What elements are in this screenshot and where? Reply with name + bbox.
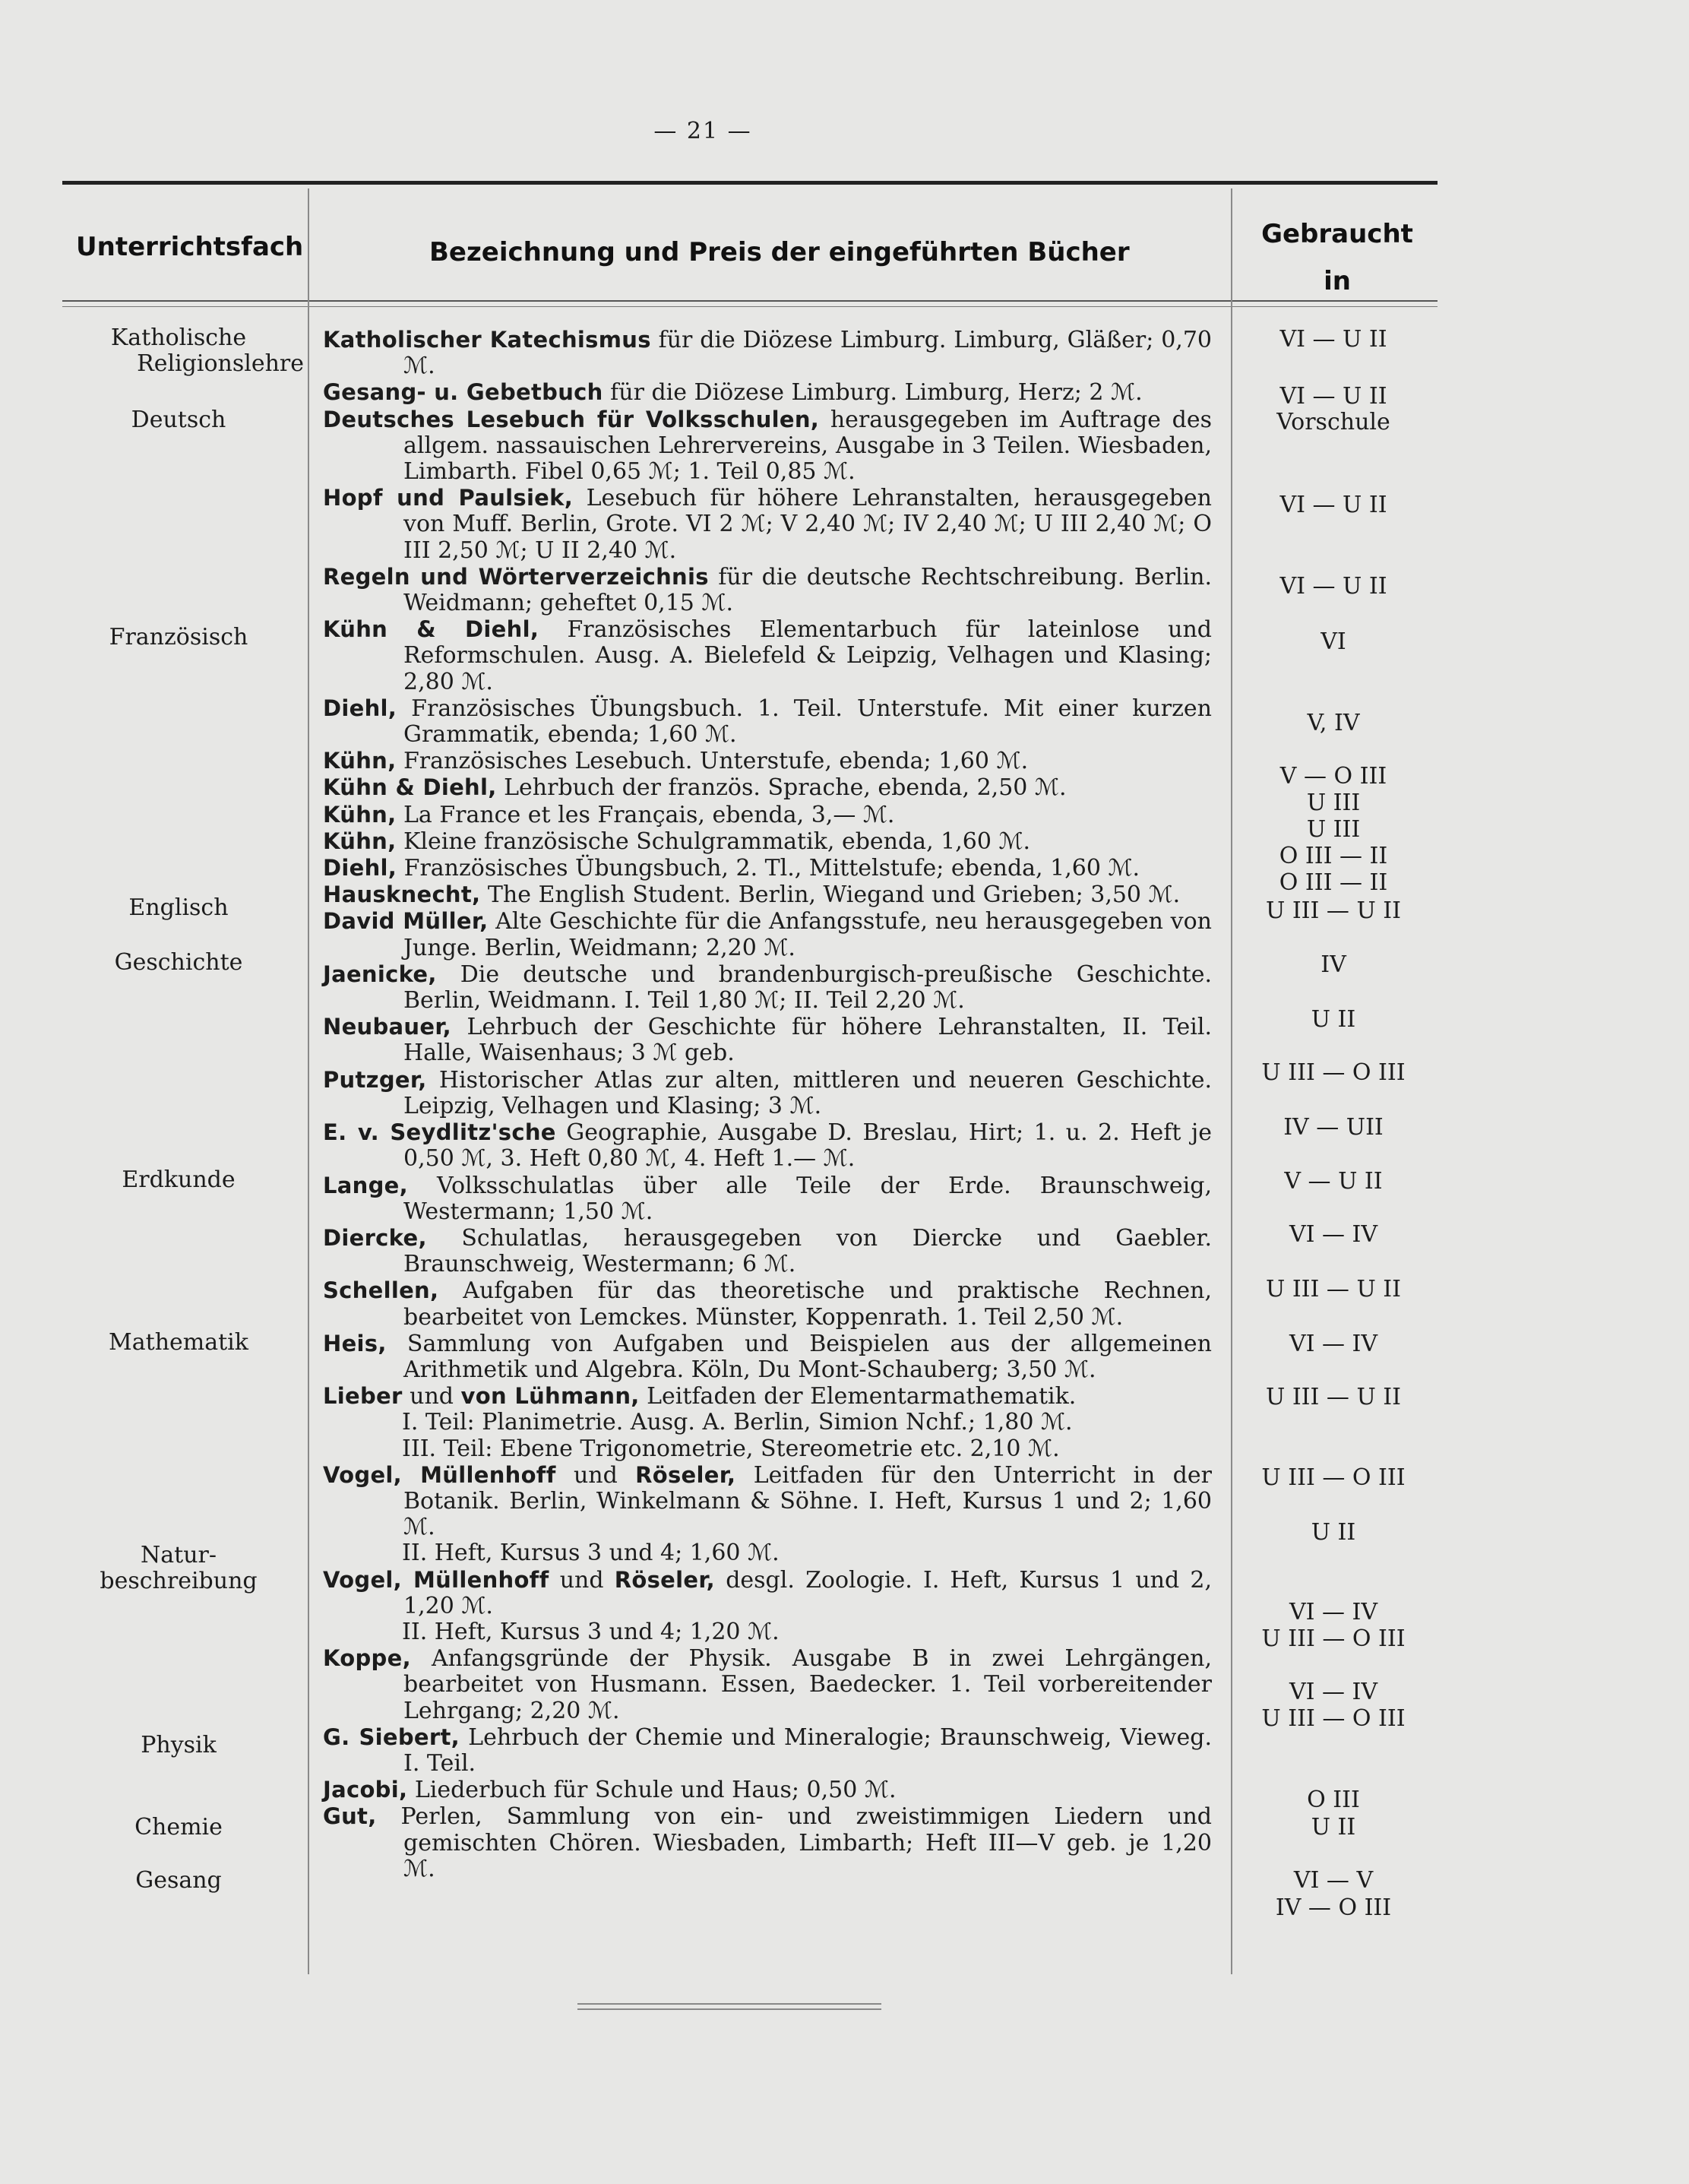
used-in: U III — O III	[1261, 1464, 1406, 1491]
book-details: Lehrbuch der französ. Sprache, ebenda, 2,50 ℳ.	[496, 774, 1067, 802]
subject-katholische-religionslehre	[53, 325, 304, 377]
book-author: Lieber	[323, 1383, 403, 1410]
bottom-rule	[577, 2003, 881, 2005]
book-author: Koppe,	[323, 1645, 411, 1672]
book-author: von Lühmann,	[460, 1383, 640, 1410]
subject-geschichte: Geschichte	[114, 949, 243, 976]
book-author: Kühn,	[323, 748, 397, 774]
book-entry-continuation: III. Teil: Ebene Trigonometrie, Stereometrie etc. 2,10 ℳ.	[402, 1435, 1060, 1462]
used-in: VI — IV	[1289, 1679, 1378, 1705]
book-details: für die Diözese Limburg. Limburg, Gläßer; 0,70 ℳ.	[403, 327, 1212, 380]
subject-gesang: Gesang	[135, 1867, 222, 1894]
used-in: U III — U II	[1266, 897, 1401, 924]
book-details: Liederbuch für Schule und Haus; 0,50 ℳ.	[407, 1777, 897, 1804]
header-used	[1261, 210, 1413, 305]
used-in: IV — UII	[1283, 1114, 1384, 1141]
book-author: Deutsches Lesebuch für Volksschulen,	[323, 406, 820, 432]
used-in: U II	[1311, 1006, 1356, 1033]
used-in: O III — II	[1279, 869, 1388, 896]
book-details: und	[555, 1461, 636, 1489]
book-author: Neubauer,	[323, 1014, 451, 1040]
book-author: Kühn,	[323, 801, 397, 828]
used-in: O III — II	[1279, 843, 1388, 869]
book-entry	[323, 616, 1212, 695]
book-details: und	[402, 1383, 461, 1410]
used-in: VI — IV	[1289, 1221, 1378, 1248]
book-entry	[323, 774, 1212, 801]
book-entry	[323, 1225, 1212, 1277]
used-in: U III	[1306, 816, 1361, 843]
used-in: U III	[1306, 790, 1361, 816]
book-author: Regeln und Wörterverzeichnis	[323, 563, 709, 590]
book-author: Jaenicke,	[323, 961, 437, 987]
book-details: Perlen, Sammlung von ein- und zweistimmigen Liedern und gemischten Chören. Wiesbaden, Limbarth; Heft III—V geb. je 1,20 ℳ.	[376, 1803, 1212, 1882]
book-entry-continuation: I. Teil: Planimetrie. Ausg. A. Berlin, Simion Nchf.; 1,80 ℳ.	[402, 1409, 1073, 1436]
subject-naturbeschreibung	[53, 1543, 304, 1594]
book-author: Gesang- u. Gebetbuch	[323, 379, 603, 406]
book-entry	[323, 485, 1212, 564]
bottom-rule	[577, 2008, 881, 2010]
book-details: Kleine französische Schulgrammatik, ebenda, 1,60 ℳ.	[396, 828, 1031, 855]
used-in: U III — O III	[1261, 1059, 1406, 1086]
book-entry-continuation: II. Heft, Kursus 3 und 4; 1,60 ℳ.	[402, 1540, 780, 1567]
column-divider-left	[308, 188, 309, 1974]
book-entry	[323, 1173, 1212, 1225]
book-entry	[323, 379, 1212, 406]
book-details: Leitfaden der Elementarmathematik.	[639, 1383, 1077, 1410]
book-details: Volksschulatlas über alle Teile der Erde. Braunschweig, Westermann; 1,50 ℳ.	[403, 1172, 1212, 1225]
book-entry	[323, 1067, 1212, 1119]
book-entry	[323, 1777, 1212, 1803]
used-in: IV	[1321, 951, 1346, 978]
book-details: Lesebuch für höhere Lehranstalten, herausgegeben von Muff. Berlin, Grote. VI 2 ℳ; V 2,40 ℳ; IV 2,40 ℳ; U III 2,40 ℳ; O III 2,50 ℳ; U II 2,40 ℳ.	[403, 485, 1212, 564]
book-author: Hausknecht,	[323, 882, 481, 908]
book-details: und	[549, 1566, 615, 1594]
book-entry	[323, 407, 1212, 486]
subject-deutsch: Deutsch	[131, 407, 226, 433]
used-in: VI — U II	[1279, 383, 1387, 410]
book-author: Heis,	[323, 1330, 387, 1356]
book-details: Historischer Atlas zur alten, mittleren und neueren Geschichte. Leipzig, Velhagen und Klasing; 3 ℳ.	[403, 1066, 1212, 1119]
book-entry	[323, 1803, 1212, 1882]
book-author: Vogel, Müllenhoff	[323, 1566, 549, 1593]
book-details: Französisches Übungsbuch. 1. Teil. Unterstufe. Mit einer kurzen Grammatik, ebenda; 1,60 ℳ.	[397, 695, 1212, 749]
used-in: IV — O III	[1275, 1894, 1392, 1921]
book-entry	[323, 882, 1212, 908]
book-details: Leitfaden für den Unterricht in der Botanik. Berlin, Winkelmann & Söhne. I. Heft, Kursus 1 und 2; 1,60 ℳ.	[403, 1461, 1212, 1541]
book-details: Französisches Lesebuch. Unterstufe, ebenda; 1,60 ℳ.	[396, 748, 1029, 775]
header-subject: Unterrichtsfach	[76, 232, 304, 262]
book-entry	[323, 1014, 1212, 1066]
book-author: Kühn & Diehl,	[323, 616, 539, 643]
used-in: V — O III	[1279, 763, 1387, 790]
book-author: Diehl,	[323, 855, 397, 882]
book-details: Französisches Elementarbuch für lateinlose und Reformschulen. Ausg. A. Bielefeld & Leipzig, Velhagen und Klasing; 2,80 ℳ.	[403, 616, 1212, 695]
subject-franzoesisch: Französisch	[109, 624, 248, 650]
used-in: O III	[1307, 1787, 1360, 1813]
book-author: Lange,	[323, 1172, 408, 1198]
header-books: Bezeichnung und Preis der eingeführten Bücher	[429, 237, 1130, 267]
subject-physik: Physik	[141, 1732, 217, 1758]
used-in: U III — U II	[1266, 1384, 1401, 1410]
book-author: Röseler,	[614, 1566, 715, 1593]
book-entry	[323, 327, 1212, 379]
subject-line: beschreibung	[100, 1568, 258, 1594]
used-in: VI — IV	[1289, 1331, 1378, 1357]
used-in: U III — O III	[1261, 1705, 1406, 1732]
book-entry	[323, 802, 1212, 828]
book-author: Putzger,	[323, 1066, 427, 1093]
used-in: U III — O III	[1261, 1625, 1406, 1652]
book-details: La France et les Français, ebenda, 3,— ℳ.	[396, 801, 895, 828]
subject-erdkunde: Erdkunde	[122, 1166, 236, 1193]
book-author: Gut,	[323, 1803, 377, 1830]
book-author: Kühn,	[323, 828, 397, 854]
book-details: Lehrbuch der Geschichte für höhere Lehranstalten, II. Teil. Halle, Waisenhaus; 3 ℳ geb.	[403, 1014, 1212, 1067]
book-details: Anfangsgründe der Physik. Ausgabe B in zwei Lehrgängen, bearbeitet von Husmann. Essen, Baedecker. 1. Teil vorbereitender Lehrgang; 2,20 ℳ.	[403, 1645, 1212, 1724]
book-details: Französisches Übungsbuch, 2. Tl., Mittelstufe; ebenda, 1,60 ℳ.	[397, 855, 1140, 882]
books-list	[323, 327, 1212, 1882]
book-author: G. Siebert,	[323, 1723, 460, 1750]
book-entry	[323, 1462, 1212, 1541]
book-author: Schellen,	[323, 1277, 439, 1304]
book-author: Vogel, Müllenhoff	[323, 1461, 556, 1488]
book-author: Katholischer Katechismus	[323, 327, 651, 353]
top-rule	[62, 181, 1438, 185]
book-entry	[323, 695, 1212, 748]
book-entry	[323, 1331, 1212, 1383]
book-author: Kühn & Diehl,	[323, 774, 497, 801]
used-in: U III — U II	[1266, 1276, 1401, 1302]
used-in: U II	[1311, 1519, 1356, 1546]
header-used-line1: Gebraucht	[1261, 219, 1413, 249]
book-entry	[323, 1645, 1212, 1724]
used-in: VI — U II	[1279, 573, 1387, 600]
used-in: U II	[1311, 1814, 1356, 1841]
used-in: VI — IV	[1289, 1599, 1378, 1625]
used-in: V — U II	[1284, 1168, 1383, 1195]
book-entry	[323, 564, 1212, 616]
subject-line: Katholische	[110, 324, 247, 351]
book-entry	[323, 828, 1212, 855]
book-entry	[323, 1119, 1212, 1172]
book-details: Sammlung von Aufgaben und Beispielen aus der allgemeinen Arithmetik und Algebra. Köln, Du Mont-Schauberg; 3,50 ℳ.	[386, 1330, 1212, 1383]
subject-line: Natur-	[141, 1542, 217, 1568]
book-details: herausgegeben im Auftrage des allgem. nassauischen Lehrervereins, Ausgabe in 3 Teilen. Wiesbaden, Limbarth. Fibel 0,65 ℳ; 1. Teil 0,85 ℳ.	[403, 406, 1212, 486]
subject-chemie: Chemie	[134, 1814, 223, 1841]
used-in: VI — V	[1293, 1867, 1374, 1894]
book-author: Hopf und Paulsiek,	[323, 485, 574, 511]
used-in: Vorschule	[1276, 409, 1390, 435]
book-entry	[323, 1383, 1212, 1410]
book-details: desgl. Zoologie. I. Heft, Kursus 1 und 2, 1,20 ℳ.	[403, 1566, 1212, 1619]
used-in: VI	[1321, 628, 1346, 655]
book-author: Röseler,	[635, 1461, 736, 1488]
book-entry	[323, 908, 1212, 961]
book-author: Diercke,	[323, 1224, 427, 1251]
book-author: Diehl,	[323, 695, 397, 721]
book-author: Jacobi,	[323, 1777, 408, 1803]
book-author: E. v. Seydlitz'sche	[323, 1119, 556, 1146]
page-number: — 21 —	[653, 118, 752, 144]
book-author: David Müller,	[323, 908, 489, 935]
book-details: Die deutsche und brandenburgisch-preußische Geschichte. Berlin, Weidmann. I. Teil 1,80 ℳ; II. Teil 2,20 ℳ.	[403, 961, 1212, 1014]
book-details: für die Diözese Limburg. Limburg, Herz; 2 ℳ.	[603, 379, 1143, 407]
book-entry	[323, 1277, 1212, 1330]
used-in: VI — U II	[1279, 326, 1387, 353]
header-used-line2: in	[1324, 266, 1351, 296]
used-in: VI — U II	[1279, 492, 1387, 518]
book-entry-continuation: II. Heft, Kursus 3 und 4; 1,20 ℳ.	[402, 1618, 780, 1645]
used-in: V, IV	[1307, 710, 1360, 736]
book-details: Geographie, Ausgabe D. Breslau, Hirt; 1. u. 2. Heft je 0,50 ℳ, 3. Heft 0,80 ℳ, 4. Heft 1.— ℳ.	[403, 1119, 1212, 1173]
book-details: The English Student. Berlin, Wiegand und Grieben; 3,50 ℳ.	[480, 882, 1181, 909]
subject-englisch: Englisch	[128, 894, 229, 921]
book-entry	[323, 855, 1212, 882]
subject-mathematik: Mathematik	[109, 1329, 248, 1356]
book-details: Aufgaben für das theoretische und praktische Rechnen, bearbeitet von Lemckes. Münster, Koppenrath. 1. Teil 2,50 ℳ.	[403, 1277, 1212, 1331]
book-entry	[323, 1567, 1212, 1619]
book-details: Alte Geschichte für die Anfangsstufe, neu herausgegeben von Junge. Berlin, Weidmann; 2,20 ℳ.	[403, 908, 1212, 961]
book-entry	[323, 961, 1212, 1014]
book-entry	[323, 748, 1212, 774]
book-details: Schulatlas, herausgegeben von Diercke und Gaebler. Braunschweig, Westermann; 6 ℳ.	[403, 1224, 1212, 1278]
book-details: Lehrbuch der Chemie und Mineralogie; Braunschweig, Vieweg. I. Teil.	[403, 1723, 1212, 1777]
book-entry	[323, 1724, 1212, 1777]
subject-line: Religionslehre	[137, 350, 304, 377]
book-details: für die deutsche Rechtschreibung. Berlin. Weidmann; geheftet 0,15 ℳ.	[403, 563, 1212, 617]
